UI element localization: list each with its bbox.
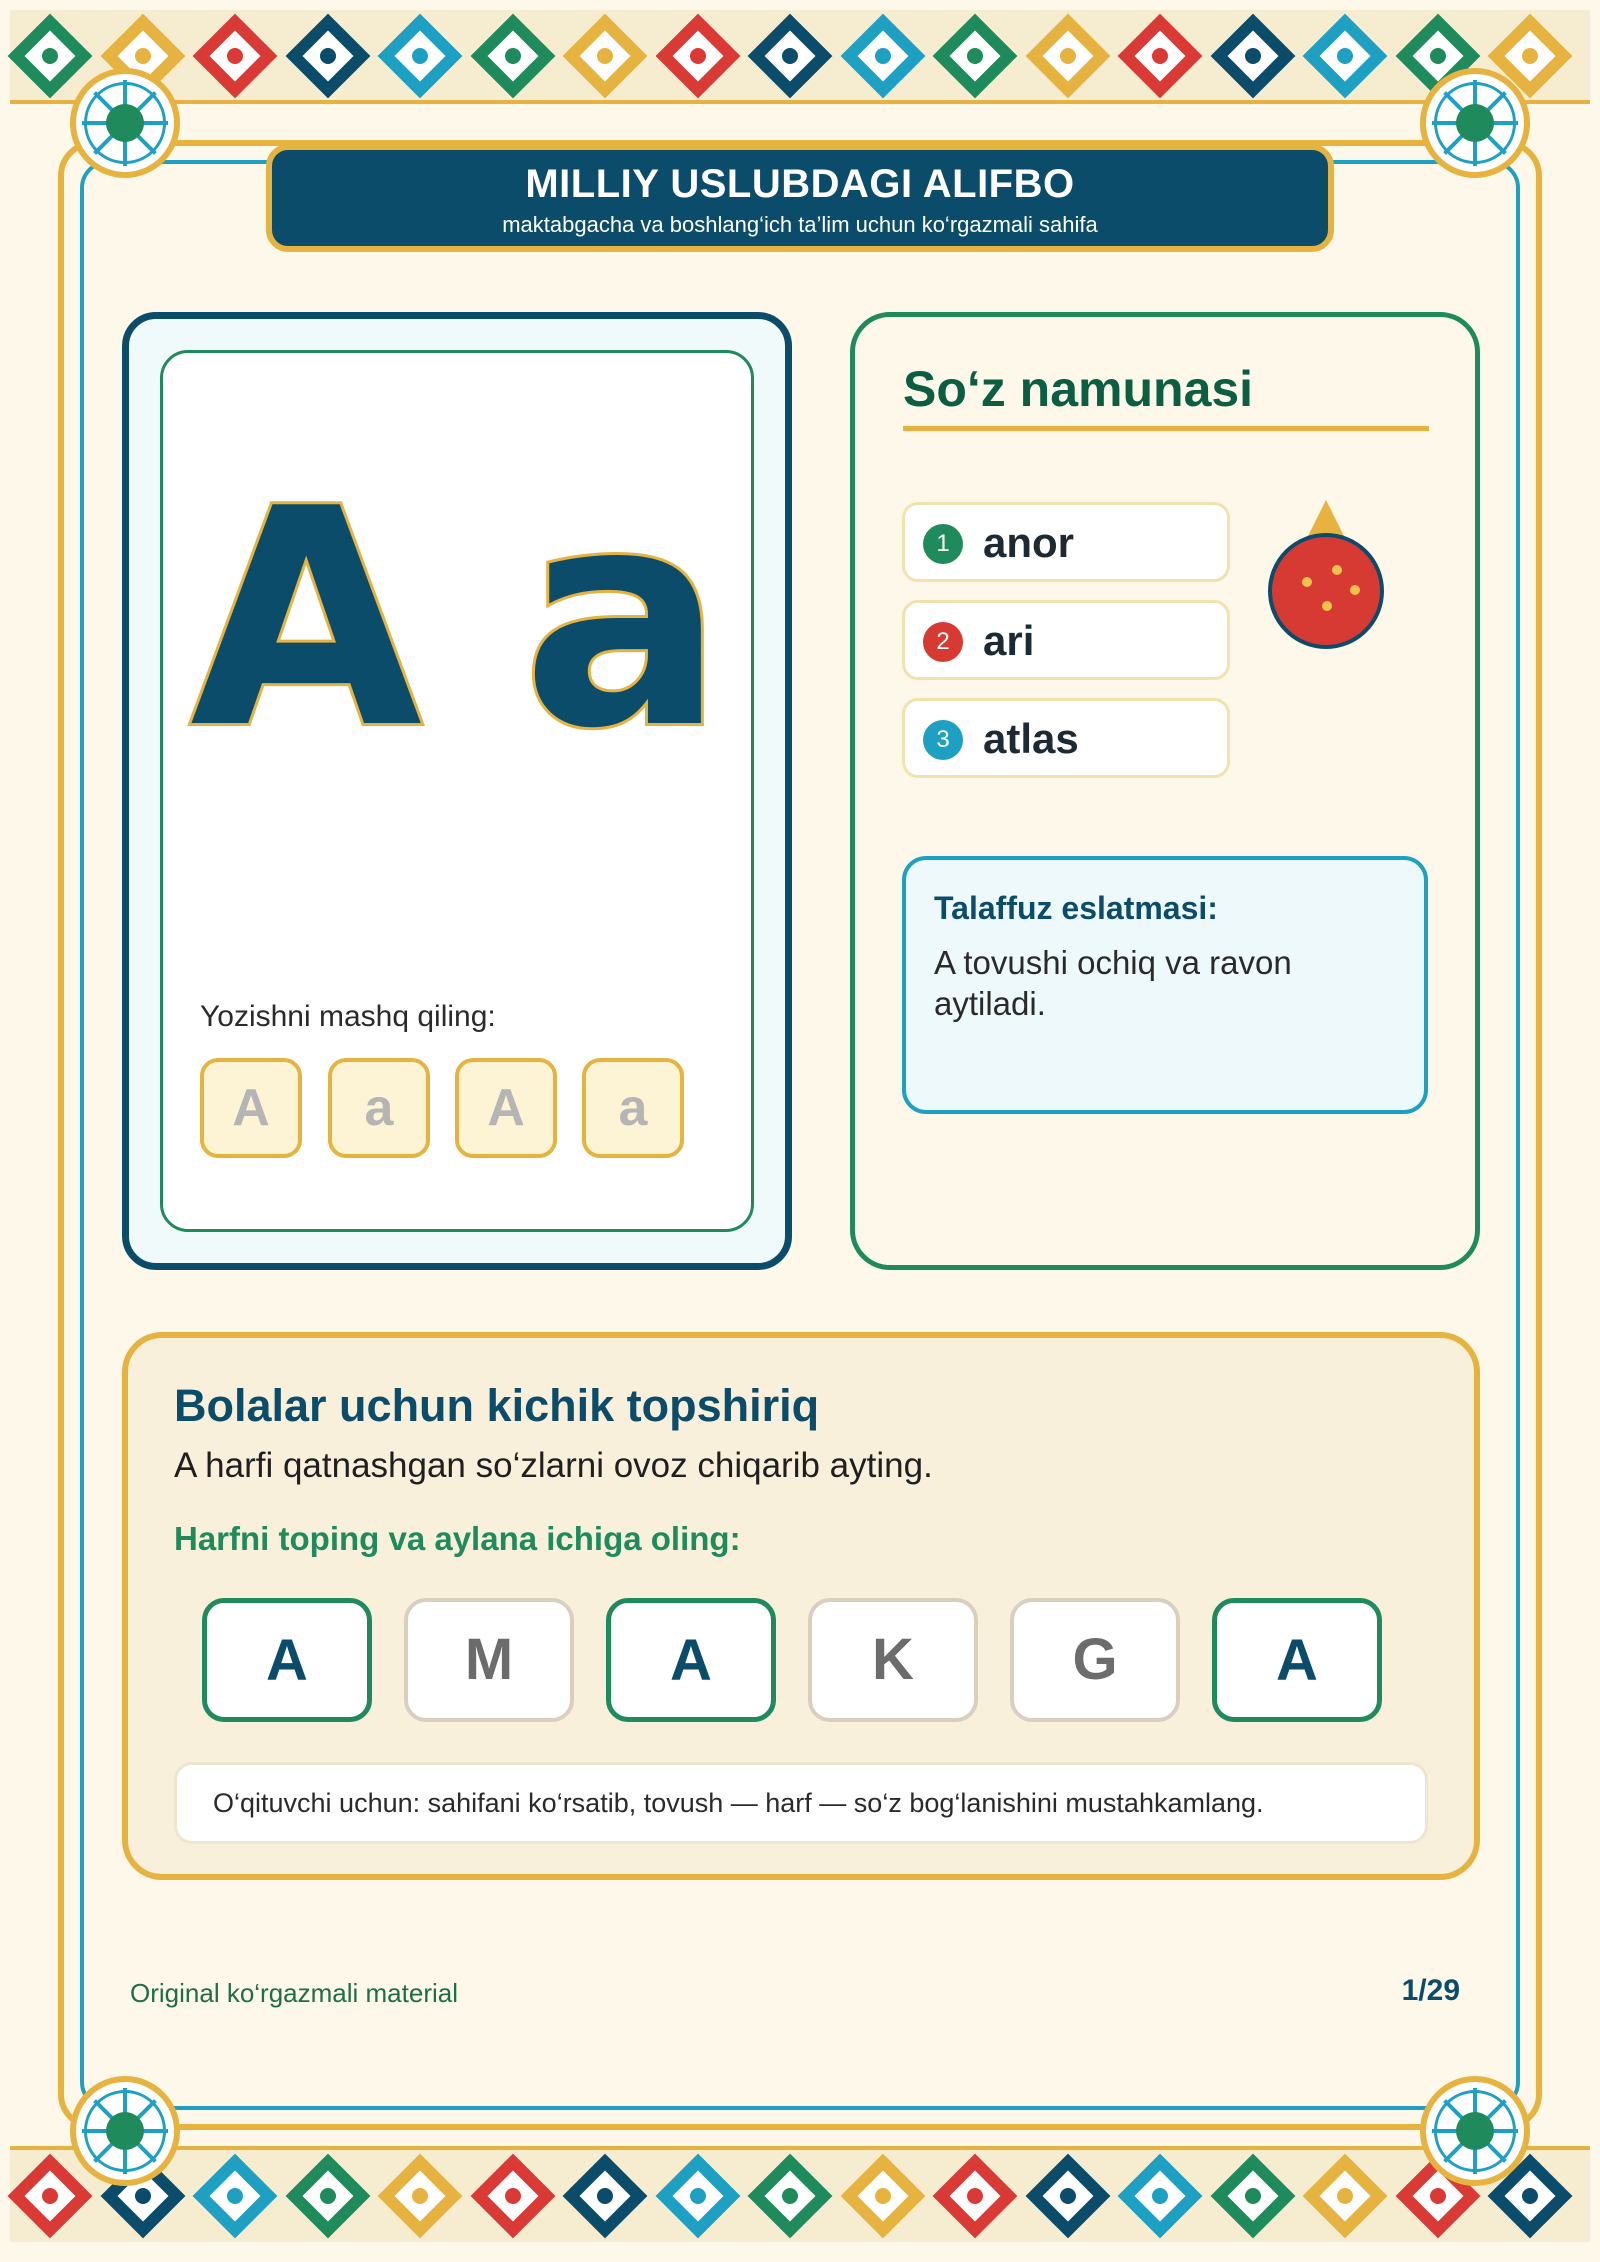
diamond-ornament-icon bbox=[8, 14, 93, 99]
diamond-ornament-icon bbox=[285, 14, 370, 99]
title-underline bbox=[903, 426, 1429, 431]
diamond-ornament-icon bbox=[285, 2154, 370, 2239]
word-text: anor bbox=[983, 519, 1075, 566]
note-text: A tovushi ochiq va ravon aytiladi. bbox=[934, 944, 1292, 1022]
diamond-ornament-icon bbox=[1303, 14, 1388, 99]
ornament-line-bottom bbox=[10, 2146, 1590, 2150]
number-badge: 3 bbox=[923, 720, 963, 760]
find-label: Harfni toping va aylana ichiga oling: bbox=[174, 1520, 741, 1557]
letter-choice-box[interactable]: G bbox=[1010, 1598, 1180, 1722]
diamond-ornament-icon bbox=[933, 2154, 1018, 2239]
practice-box[interactable]: a bbox=[328, 1058, 430, 1158]
word-text: ari bbox=[983, 617, 1035, 664]
diamond-ornament-icon bbox=[1303, 2154, 1388, 2239]
diamond-ornament-icon bbox=[1118, 14, 1203, 99]
letter-choice-box[interactable]: A bbox=[202, 1598, 372, 1722]
diamond-ornament-icon bbox=[655, 14, 740, 99]
footer-caption: Original ko‘rgazmali material bbox=[130, 1978, 458, 2008]
letter-choice-box[interactable]: K bbox=[808, 1598, 978, 1722]
diamond-ornament-icon bbox=[470, 14, 555, 99]
diamond-ornament-icon bbox=[563, 14, 648, 99]
diamond-ornament-icon bbox=[8, 2154, 93, 2239]
pomegranate-icon bbox=[1268, 533, 1384, 649]
corner-medallion-icon bbox=[70, 2076, 180, 2186]
diamond-ornament-icon bbox=[193, 2154, 278, 2239]
practice-label: Yozishni mashq qiling: bbox=[200, 1000, 496, 1033]
diamond-ornament-icon bbox=[193, 14, 278, 99]
teacher-note: O‘qituvchi uchun: sahifani ko‘rsatib, tovush — harf — so‘z bog‘lanishini mustahkamlang. bbox=[174, 1762, 1428, 1844]
diamond-ornament-icon bbox=[840, 14, 925, 99]
practice-box[interactable]: a bbox=[582, 1058, 684, 1158]
ornament-strip-top bbox=[10, 10, 1590, 102]
diamond-ornament-icon bbox=[748, 2154, 833, 2239]
diamond-ornament-icon bbox=[1210, 14, 1295, 99]
page-title: MILLIY USLUBDAGI ALIFBO bbox=[525, 162, 1075, 206]
ornament-line-top bbox=[10, 100, 1590, 104]
page-number: 1/29 bbox=[1401, 1974, 1460, 2007]
header-banner bbox=[266, 144, 1334, 252]
diamond-ornament-icon bbox=[655, 2154, 740, 2239]
diamond-ornament-icon bbox=[470, 2154, 555, 2239]
number-badge: 2 bbox=[923, 622, 963, 662]
letter-choice-box[interactable]: M bbox=[404, 1598, 574, 1722]
ornament-strip-bottom bbox=[10, 2150, 1590, 2242]
word-sample-title: So‘z namunasi bbox=[903, 361, 1254, 417]
word-item-atlas bbox=[902, 698, 1230, 778]
word-sample-card bbox=[850, 312, 1480, 1270]
corner-medallion-icon bbox=[70, 68, 180, 178]
corner-medallion-icon bbox=[1420, 68, 1530, 178]
task-title: Bolalar uchun kichik topshiriq bbox=[174, 1380, 820, 1431]
uppercase-letter: A bbox=[190, 445, 423, 794]
lowercase-letter: a bbox=[522, 445, 725, 794]
task-instruction: A harfi qatnashgan so‘zlarni ovoz chiqarib ayting. bbox=[174, 1446, 933, 1485]
note-title: Talaffuz eslatmasi: bbox=[934, 890, 1218, 926]
practice-box[interactable]: A bbox=[200, 1058, 302, 1158]
diamond-ornament-icon bbox=[748, 14, 833, 99]
page-subtitle: maktabgacha va boshlang‘ich ta’lim uchun ko‘rgazmali sahifa bbox=[502, 212, 1098, 237]
word-item-anor bbox=[902, 502, 1230, 582]
diamond-ornament-icon bbox=[563, 2154, 648, 2239]
diamond-ornament-icon bbox=[840, 2154, 925, 2239]
diamond-ornament-icon bbox=[1025, 2154, 1110, 2239]
word-text: atlas bbox=[983, 715, 1079, 762]
diamond-ornament-icon bbox=[378, 2154, 463, 2239]
diamond-ornament-icon bbox=[378, 14, 463, 99]
number-badge: 1 bbox=[923, 524, 963, 564]
diamond-ornament-icon bbox=[1210, 2154, 1295, 2239]
practice-box[interactable]: A bbox=[455, 1058, 557, 1158]
diamond-ornament-icon bbox=[933, 14, 1018, 99]
diamond-ornament-icon bbox=[1118, 2154, 1203, 2239]
diamond-ornament-icon bbox=[1025, 14, 1110, 99]
corner-medallion-icon bbox=[1420, 2076, 1530, 2186]
letter-choice-box[interactable]: A bbox=[1212, 1598, 1382, 1722]
word-item-ari bbox=[902, 600, 1230, 680]
letter-choice-box[interactable]: A bbox=[606, 1598, 776, 1722]
